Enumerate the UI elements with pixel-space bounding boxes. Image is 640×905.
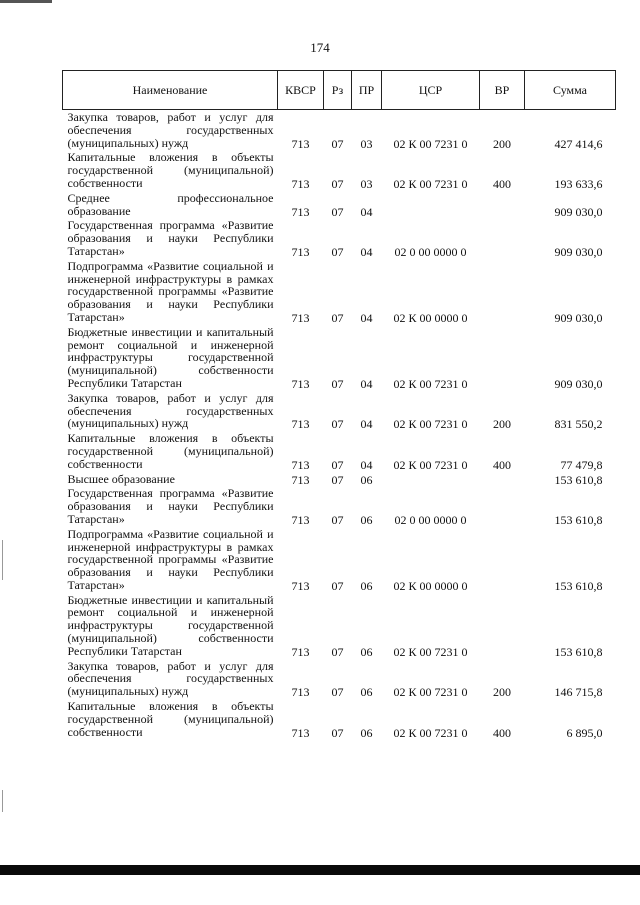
cell-vr <box>480 191 525 219</box>
table-row <box>63 431 616 471</box>
cell-vr: 200 <box>493 685 511 700</box>
cell-sum: 909 030,0 <box>554 376 603 391</box>
cell-csr: 02 К 00 0000 0 <box>393 578 468 593</box>
cell-vr <box>480 325 525 391</box>
table-header <box>63 71 616 110</box>
cell-pr: 04 <box>360 204 373 219</box>
cell-csr: 02 0 00 0000 0 <box>394 244 467 259</box>
cell-sum: 909 030,0 <box>554 204 603 219</box>
cell-vr <box>480 486 525 526</box>
cell-csr: 02 К 00 7231 0 <box>393 457 468 472</box>
cell-name: Государственная программа «Развитие образования и науки Республики Татарстан» <box>67 486 274 526</box>
table-row <box>63 110 616 151</box>
cell-csr <box>382 191 480 219</box>
table-row <box>63 699 616 739</box>
cell-pr: 06 <box>360 685 373 700</box>
cell-csr <box>382 472 480 487</box>
table-row <box>63 527 616 593</box>
header-vr: ВР <box>480 71 525 110</box>
table-row <box>63 391 616 431</box>
cell-pr: 06 <box>360 578 373 593</box>
cell-sum: 153 610,8 <box>554 472 603 487</box>
cell-rz: 07 <box>331 685 344 700</box>
cell-kvsr: 713 <box>291 457 310 472</box>
cell-rz: 07 <box>331 512 344 527</box>
cell-rz: 07 <box>331 472 344 487</box>
cell-name: Подпрограмма «Развитие социальной и инженерной инфраструктуры в рамках государственной программы «Развитие образования и науки Республики Татарстан» <box>67 258 274 324</box>
cell-kvsr: 713 <box>291 578 310 593</box>
header-pr: ПР <box>352 71 382 110</box>
cell-pr: 04 <box>360 244 373 259</box>
cell-pr: 03 <box>360 136 373 151</box>
cell-name: Закупка товаров, работ и услуг для обеспечения государственных (муниципальных) нужд <box>67 390 274 431</box>
cell-name: Закупка товаров, работ и услуг для обеспечения государственных (муниципальных) нужд <box>67 658 274 699</box>
cell-pr: 03 <box>360 176 373 191</box>
scan-bottom-bar <box>0 865 640 875</box>
cell-pr: 06 <box>360 725 373 740</box>
cell-kvsr: 713 <box>291 685 310 700</box>
page-number: 174 <box>310 40 330 55</box>
cell-csr: 02 0 00 0000 0 <box>394 512 467 527</box>
cell-sum: 6 895,0 <box>566 725 603 740</box>
scan-edge-mark <box>0 0 52 3</box>
cell-vr: 400 <box>493 457 511 472</box>
table-row <box>63 472 616 487</box>
cell-sum: 153 610,8 <box>554 578 603 593</box>
scan-margin-mark <box>2 540 3 580</box>
cell-rz: 07 <box>331 176 344 191</box>
header-csr: ЦСР <box>382 71 480 110</box>
cell-pr: 06 <box>360 644 373 659</box>
cell-rz: 07 <box>331 204 344 219</box>
cell-vr: 200 <box>493 417 511 432</box>
cell-kvsr: 713 <box>291 244 310 259</box>
budget-table <box>62 70 616 739</box>
cell-kvsr: 713 <box>291 725 310 740</box>
cell-rz: 07 <box>331 136 344 151</box>
cell-csr: 02 К 00 7231 0 <box>393 176 468 191</box>
cell-rz: 07 <box>331 376 344 391</box>
cell-name: Бюджетные инвестиции и капитальный ремонт социальной и инженерной инфраструктуры государственной (муниципальной) собственности Республики Татарстан <box>67 324 274 390</box>
cell-csr: 02 К 00 7231 0 <box>393 376 468 391</box>
cell-rz: 07 <box>331 578 344 593</box>
cell-kvsr: 713 <box>291 644 310 659</box>
scan-margin-mark <box>2 790 3 812</box>
cell-sum: 909 030,0 <box>554 310 603 325</box>
header-kvsr: КВСР <box>278 71 324 110</box>
cell-csr: 02 К 00 7231 0 <box>393 136 468 151</box>
cell-kvsr: 713 <box>291 136 310 151</box>
cell-kvsr: 713 <box>291 376 310 391</box>
cell-sum: 153 610,8 <box>554 644 603 659</box>
cell-rz: 07 <box>331 725 344 740</box>
cell-vr <box>480 259 525 325</box>
table-row <box>63 150 616 190</box>
cell-vr: 200 <box>493 136 511 151</box>
header-sum: Сумма <box>525 71 616 110</box>
cell-name: Бюджетные инвестиции и капитальный ремонт социальной и инженерной инфраструктуры государственной (муниципальной) собственности Республики Татарстан <box>67 592 274 658</box>
cell-kvsr: 713 <box>291 472 310 487</box>
cell-name: Закупка товаров, работ и услуг для обеспечения государственных (муниципальных) нужд <box>67 110 274 150</box>
table-row <box>63 259 616 325</box>
cell-csr: 02 К 00 7231 0 <box>393 725 468 740</box>
cell-sum: 146 715,8 <box>554 685 603 700</box>
cell-kvsr: 713 <box>291 176 310 191</box>
cell-csr: 02 К 00 7231 0 <box>393 417 468 432</box>
cell-sum: 831 550,2 <box>554 417 603 432</box>
cell-vr: 400 <box>493 176 511 191</box>
table-row <box>63 593 616 659</box>
cell-vr: 400 <box>493 725 511 740</box>
cell-name: Капитальные вложения в объекты государственной (муниципальной) собственности <box>67 431 274 471</box>
table-body <box>63 110 616 740</box>
cell-rz: 07 <box>331 644 344 659</box>
cell-vr <box>480 593 525 659</box>
cell-pr: 04 <box>360 376 373 391</box>
cell-sum: 153 610,8 <box>554 512 603 527</box>
cell-name: Государственная программа «Развитие образования и науки Республики Татарстан» <box>67 218 274 258</box>
cell-vr <box>480 472 525 487</box>
cell-pr: 06 <box>360 472 373 487</box>
table-row <box>63 218 616 258</box>
table-row <box>63 325 616 391</box>
cell-rz: 07 <box>331 417 344 432</box>
header-rz: Рз <box>324 71 352 110</box>
cell-sum: 77 479,8 <box>560 457 603 472</box>
cell-csr: 02 К 00 7231 0 <box>393 685 468 700</box>
cell-pr: 04 <box>360 417 373 432</box>
cell-sum: 427 414,6 <box>554 136 603 151</box>
cell-sum: 193 633,6 <box>554 176 603 191</box>
cell-rz: 07 <box>331 310 344 325</box>
cell-pr: 04 <box>360 310 373 325</box>
cell-pr: 06 <box>360 512 373 527</box>
cell-sum: 909 030,0 <box>554 244 603 259</box>
cell-name: Подпрограмма «Развитие социальной и инженерной инфраструктуры в рамках государственной программы «Развитие образования и науки Республики Татарстан» <box>67 526 274 592</box>
cell-name: Капитальные вложения в объекты государственной (муниципальной) собственности <box>67 150 274 190</box>
table-row <box>63 486 616 526</box>
cell-rz: 07 <box>331 457 344 472</box>
cell-name: Высшее образование <box>67 471 175 486</box>
cell-kvsr: 713 <box>291 204 310 219</box>
header-name: Наименование <box>63 71 278 110</box>
cell-name: Капитальные вложения в объекты государственной (муниципальной) собственности <box>67 699 274 739</box>
cell-pr: 04 <box>360 457 373 472</box>
cell-rz: 07 <box>331 244 344 259</box>
table-row <box>63 659 616 699</box>
cell-kvsr: 713 <box>291 512 310 527</box>
cell-vr <box>480 527 525 593</box>
table-row <box>63 191 616 219</box>
cell-vr <box>480 218 525 258</box>
cell-csr: 02 К 00 7231 0 <box>393 644 468 659</box>
cell-kvsr: 713 <box>291 310 310 325</box>
cell-name: Среднее профессиональное образование <box>67 190 274 218</box>
cell-csr: 02 К 00 0000 0 <box>393 310 468 325</box>
cell-kvsr: 713 <box>291 417 310 432</box>
